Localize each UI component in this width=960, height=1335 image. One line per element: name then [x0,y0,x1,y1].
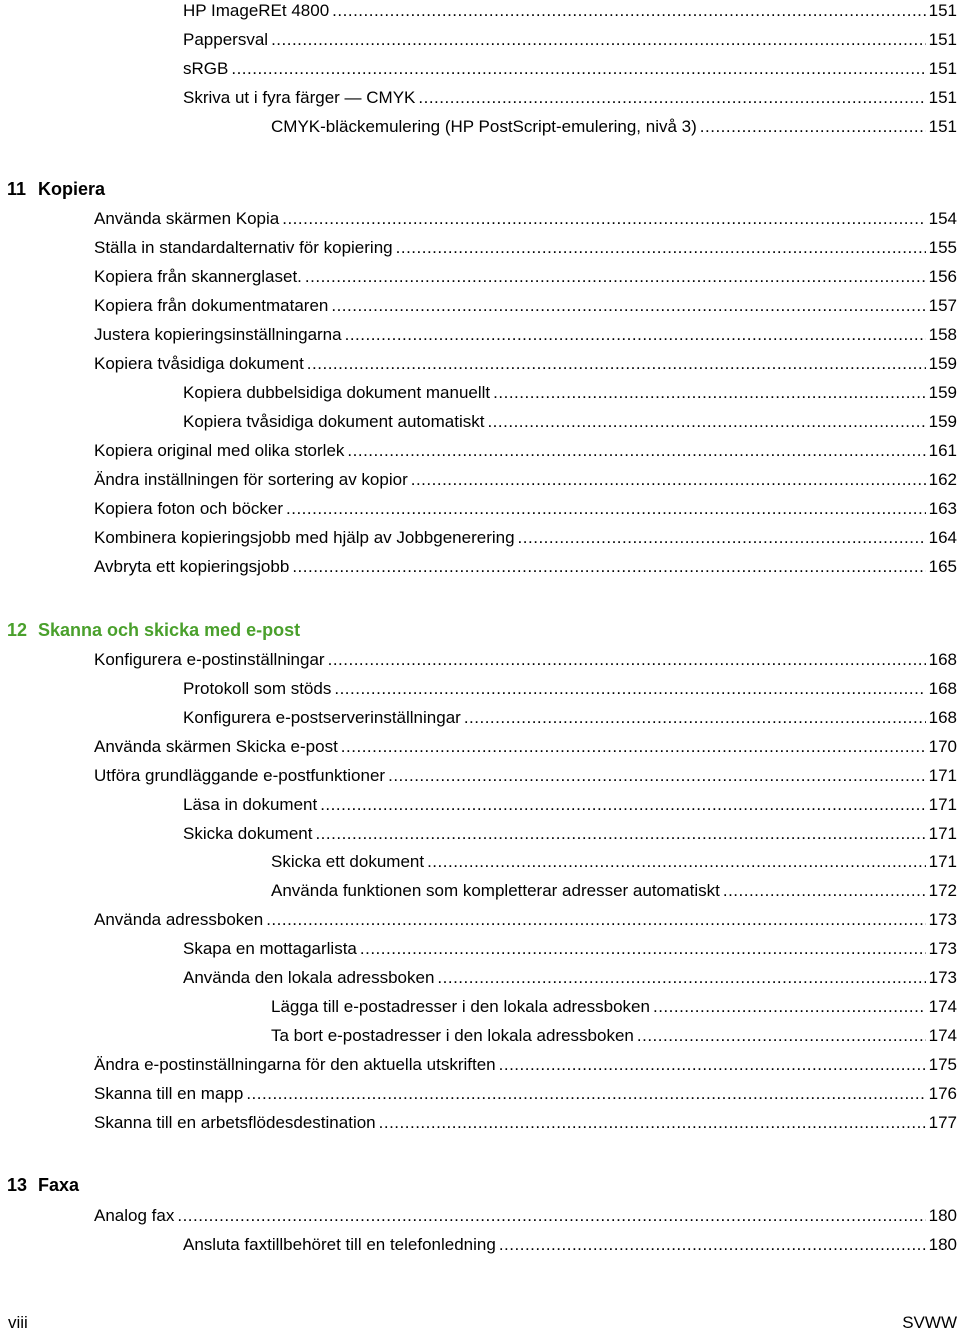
toc-entry[interactable] [94,1052,957,1078]
toc-entry[interactable] [183,27,957,53]
toc-entry[interactable] [271,994,957,1020]
toc-entry-title: Använda den lokala adressboken [183,968,435,987]
toc-entry[interactable] [94,351,957,377]
toc-entry-page: 171 [928,766,957,785]
leader-dots [271,27,926,53]
toc-entry-page: 168 [928,679,957,698]
toc-entry-title: Skicka dokument [183,824,313,843]
toc-entry[interactable] [94,1081,957,1107]
leader-dots [341,734,926,760]
toc-entry-page: 175 [928,1055,957,1074]
toc-entry[interactable] [271,114,957,140]
toc-entry-page: 171 [928,795,957,814]
toc-entry-title: Protokoll som stöds [183,679,332,698]
leader-dots [292,554,925,580]
toc-entry-title: Kopiera från dokumentmataren [94,296,329,315]
toc-entry-page: 168 [928,708,957,727]
toc-entry-title: Läsa in dokument [183,795,318,814]
toc-entry-title: Justera kopieringsinställningarna [94,325,342,344]
chapter-heading-13[interactable] [7,1172,79,1198]
chapter-number: 12 [7,620,28,640]
toc-entry[interactable] [94,1203,957,1229]
leader-dots [246,1081,925,1107]
toc-entry-page: 180 [928,1235,957,1254]
chapter-number: 11 [7,179,27,199]
toc-entry-title: Kopiera från skannerglaset. [94,267,302,286]
leader-dots [396,235,926,261]
toc-entry[interactable] [183,792,957,818]
chapter-title: Skanna och skicka med e-post [38,620,301,640]
toc-entry[interactable] [94,1110,957,1136]
leader-dots [637,1023,926,1049]
toc-entry-page: 174 [928,997,957,1016]
leader-dots [379,1110,926,1136]
leader-dots [315,821,925,847]
toc-entry-page: 180 [928,1206,957,1225]
leader-dots [266,907,925,933]
toc-entry-page: 171 [928,852,957,871]
leader-dots [345,322,926,348]
leader-dots [464,705,926,731]
leader-dots [499,1232,926,1258]
toc-entry-page: 173 [928,910,957,929]
leader-dots [653,994,926,1020]
leader-dots [305,264,926,290]
toc-entry-title: Använda adressboken [94,910,264,929]
leader-dots [307,351,926,377]
chapter-title: Faxa [38,1175,80,1195]
toc-entry-title: Skriva ut i fyra färger — CMYK [183,88,416,107]
leader-dots [347,438,925,464]
toc-entry[interactable] [271,878,957,904]
leader-dots [388,763,926,789]
chapter-heading-11[interactable] [7,176,105,202]
leader-dots [518,525,926,551]
toc-entry-page: 162 [928,470,957,489]
toc-entry[interactable] [94,264,957,290]
toc-entry-page: 151 [928,117,957,136]
footer-code: SVWW [902,1313,957,1332]
toc-entry-title: Analog fax [94,1206,175,1225]
leader-dots [282,206,925,232]
toc-entry-page: 151 [928,88,957,107]
toc-entry-page: 173 [928,939,957,958]
toc-entry[interactable] [94,907,957,933]
toc-entry-title: Kopiera tvåsidiga dokument automatiskt [183,412,485,431]
toc-entry-page: 170 [928,737,957,756]
toc-entry-page: 159 [928,383,957,402]
toc-entry[interactable] [94,293,957,319]
leader-dots [411,467,926,493]
toc-entry[interactable] [183,965,957,991]
toc-entry[interactable] [183,705,957,731]
toc-entry-title: Konfigurera e-postinställningar [94,650,325,669]
toc-entry[interactable] [94,438,957,464]
toc-entry-page: 151 [928,30,957,49]
toc-entry[interactable] [183,821,957,847]
toc-entry-title: Pappersval [183,30,269,49]
toc-entry-page: 171 [928,824,957,843]
toc-entry-title: Använda skärmen Kopia [94,209,280,228]
toc-entry-title: sRGB [183,59,229,78]
leader-dots [499,1052,926,1078]
toc-entry-title: Kopiera foton och böcker [94,499,284,518]
chapter-number: 13 [7,1175,28,1195]
leader-dots [723,878,926,904]
toc-entry-title: Avbryta ett kopieringsjobb [94,557,290,576]
toc-entry-page: 161 [928,441,957,460]
toc-entry-title: Ansluta faxtillbehöret till en telefonledning [183,1235,496,1254]
toc-entry-page: 156 [928,267,957,286]
toc-entry-title: Ta bort e-postadresser i den lokala adressboken [271,1026,634,1045]
toc-entry-title: Ändra e-postinställningarna för den aktuella utskriften [94,1055,496,1074]
toc-entry-title: Ändra inställningen för sortering av kopior [94,470,408,489]
toc-entry[interactable] [183,56,957,82]
toc-entry-title: Utföra grundläggande e-postfunktioner [94,766,386,785]
leader-dots [328,647,926,673]
toc-entry-title: Skanna till en mapp [94,1084,244,1103]
toc-entry[interactable] [94,763,957,789]
footer-page-number: viii [8,1313,28,1332]
toc-entry-title: Skapa en mottagarlista [183,939,357,958]
toc-entry-page: 151 [928,59,957,78]
toc-entry-title: Kopiera dubbelsidiga dokument manuellt [183,383,491,402]
toc-entry-page: 164 [928,528,957,547]
leader-dots [331,293,925,319]
toc-entry-title: Kombinera kopieringsjobb med hjälp av Jobbgenerering [94,528,515,547]
leader-dots [493,380,925,406]
toc-entry-title: Lägga till e-postadresser i den lokala adressboken [271,997,650,1016]
toc-entry[interactable] [94,734,957,760]
toc-entry[interactable] [183,0,957,24]
toc-entry[interactable] [183,380,957,406]
chapter-heading-12[interactable] [7,617,300,643]
leader-dots [334,676,925,702]
toc-entry-title: Konfigurera e-postserverinställningar [183,708,461,727]
toc-entry[interactable] [94,554,957,580]
toc-entry[interactable] [94,322,957,348]
toc-entry-title: Skicka ett dokument [271,852,425,871]
toc-entry-page: 154 [928,209,957,228]
chapter-title: Kopiera [38,179,106,199]
leader-dots [700,114,926,140]
toc-entry-page: 177 [928,1113,957,1132]
leader-dots [427,849,926,875]
toc-entry-title: CMYK-bläckemulering (HP PostScript-emulering, nivå 3) [271,117,697,136]
toc-entry[interactable] [183,676,957,702]
toc-entry[interactable] [94,525,957,551]
toc-entry-page: 157 [928,296,957,315]
toc-entry-page: 158 [928,325,957,344]
toc-entry-page: 174 [928,1026,957,1045]
toc-entry-page: 173 [928,968,957,987]
toc-entry-page: 172 [928,881,957,900]
toc-entry[interactable] [94,206,957,232]
leader-dots [487,409,925,435]
toc-entry-page: 165 [928,557,957,576]
leader-dots [418,85,925,111]
toc-entry[interactable] [183,1232,957,1258]
toc-entry-title: Använda funktionen som kompletterar adresser automatiskt [271,881,720,900]
toc-entry-page: 168 [928,650,957,669]
toc-entry-page: 159 [928,354,957,373]
leader-dots [332,0,925,24]
toc-entry-title: Kopiera original med olika storlek [94,441,345,460]
toc-entry[interactable] [94,467,957,493]
toc-entry-title: Ställa in standardalternativ för kopiering [94,238,393,257]
toc-entry-page: 155 [928,238,957,257]
leader-dots [177,1203,925,1229]
toc-entry-page: 151 [928,1,957,20]
toc-entry-title: Skanna till en arbetsflödesdestination [94,1113,376,1132]
toc-entry-title: Kopiera tvåsidiga dokument [94,354,304,373]
toc-entry[interactable] [183,936,957,962]
toc-entry[interactable] [94,235,957,261]
toc-entry[interactable] [183,409,957,435]
toc-entry-page: 159 [928,412,957,431]
leader-dots [437,965,925,991]
toc-entry[interactable] [271,1023,957,1049]
toc-entry[interactable] [94,496,957,522]
toc-entry-title: Använda skärmen Skicka e-post [94,737,338,756]
toc-entry-page: 163 [928,499,957,518]
toc-entry[interactable] [183,85,957,111]
toc-entry[interactable] [271,849,957,875]
toc-entry-page: 176 [928,1084,957,1103]
leader-dots [231,56,925,82]
toc-entry[interactable] [94,647,957,673]
leader-dots [320,792,925,818]
toc-entry-title: HP ImageREt 4800 [183,1,330,20]
leader-dots [286,496,926,522]
leader-dots [360,936,926,962]
